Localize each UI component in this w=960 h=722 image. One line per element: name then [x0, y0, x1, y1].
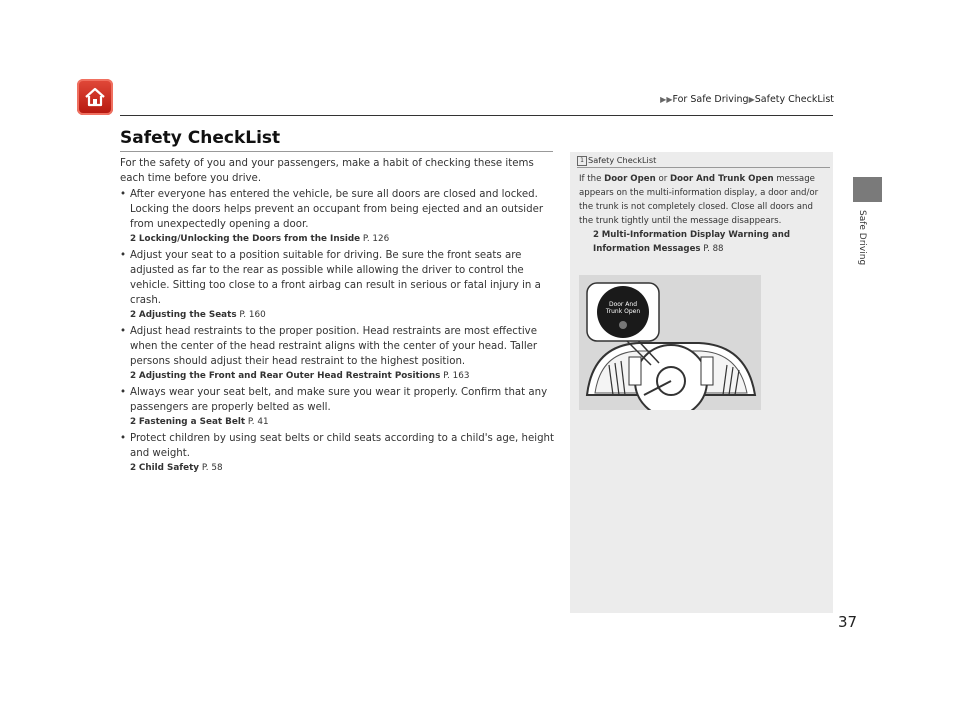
checklist-item: • Adjust your seat to a position suitable for driving. Be sure the front seats are adjusted as far to the rear as possible while allowing the driver to control the vehicle. Sitting too close to a front airbag can result in serious or fatal injury in a crash.: [120, 250, 541, 306]
sidebar-note: If the Door Open or Door And Trunk Open message appears on the multi-information display, a door and/or the trunk is not completely closed. Close all doors and the trunk tightly until the message disappears. 2 Multi-Information Display Warning and Information Messages P. 88: [579, 172, 827, 256]
bullet-icon: •: [120, 189, 127, 200]
triangle-right-icon: ▶▶: [660, 95, 673, 104]
reference-arrow-icon: 2: [593, 230, 599, 240]
home-button[interactable]: [77, 79, 113, 115]
checklist-item: • Adjust head restraints to the proper position. Head restraints are most effective when the center of the head restraint aligns with the center of your head. Taller persons should adjust their head restraint to the highest position.: [120, 326, 538, 367]
cross-reference-link[interactable]: 2 Adjusting the Seats P. 160: [130, 310, 266, 320]
page-number: 37: [838, 613, 858, 631]
reference-arrow-icon: 2: [130, 371, 137, 381]
bullet-icon: •: [120, 433, 127, 444]
section-tab-label: Safe Driving: [857, 210, 867, 266]
home-icon: [83, 85, 107, 109]
cross-reference-link[interactable]: 2 Child Safety P. 58: [130, 463, 223, 473]
reference-arrow-icon: 2: [130, 417, 137, 427]
bullet-icon: •: [120, 387, 127, 398]
reference-arrow-icon: 2: [130, 463, 137, 473]
cross-reference-link[interactable]: 2 Adjusting the Front and Rear Outer Head Restraint Positions P. 163: [130, 371, 470, 381]
sidebar-heading: 1 Safety CheckList: [577, 155, 656, 166]
checklist-item: • After everyone has entered the vehicle, be sure all doors are closed and locked. Locking the doors helps prevent an occupant from being ejected and an outsider from unexpectedly opening a door.: [120, 189, 544, 230]
bullet-icon: •: [120, 250, 127, 261]
note-icon: 1: [577, 156, 587, 166]
header-divider: [120, 115, 833, 116]
door-open-icon: [619, 321, 627, 329]
checklist-item: • Always wear your seat belt, and make sure you wear it properly. Confirm that any passengers are properly belted as well.: [120, 387, 548, 413]
reference-arrow-icon: 2: [130, 310, 137, 320]
section-tab-marker: [853, 177, 882, 202]
display-text-line2: Trunk Open: [605, 308, 641, 315]
page-title: Safety CheckList: [120, 128, 281, 148]
main-content: [120, 156, 560, 476]
sidebar-divider: [577, 167, 830, 168]
cross-reference-link[interactable]: 2 Locking/Unlocking the Doors from the Inside P. 126: [130, 234, 390, 244]
triangle-right-icon: ▶: [748, 95, 755, 104]
bullet-icon: •: [120, 326, 127, 337]
cross-reference-link[interactable]: 2 Fastening a Seat Belt P. 41: [130, 417, 269, 427]
breadcrumb-current: Safety CheckList: [754, 94, 834, 105]
title-divider: [120, 151, 553, 152]
breadcrumb: [660, 94, 834, 105]
checklist-item: • Protect children by using seat belts or child seats according to a child's age, height and weight.: [120, 433, 555, 459]
reference-arrow-icon: 2: [130, 234, 137, 244]
intro-text: For the safety of you and your passengers, make a habit of checking these items each time before you drive.: [120, 158, 534, 184]
sidebar-cross-reference-link[interactable]: 2 Multi-Information Display Warning and Information Messages P. 88: [593, 230, 790, 254]
breadcrumb-link-for-safe-driving[interactable]: For Safe Driving: [672, 94, 749, 105]
instrument-cluster-illustration: [579, 275, 761, 410]
display-text-line1: Door And: [608, 301, 638, 308]
